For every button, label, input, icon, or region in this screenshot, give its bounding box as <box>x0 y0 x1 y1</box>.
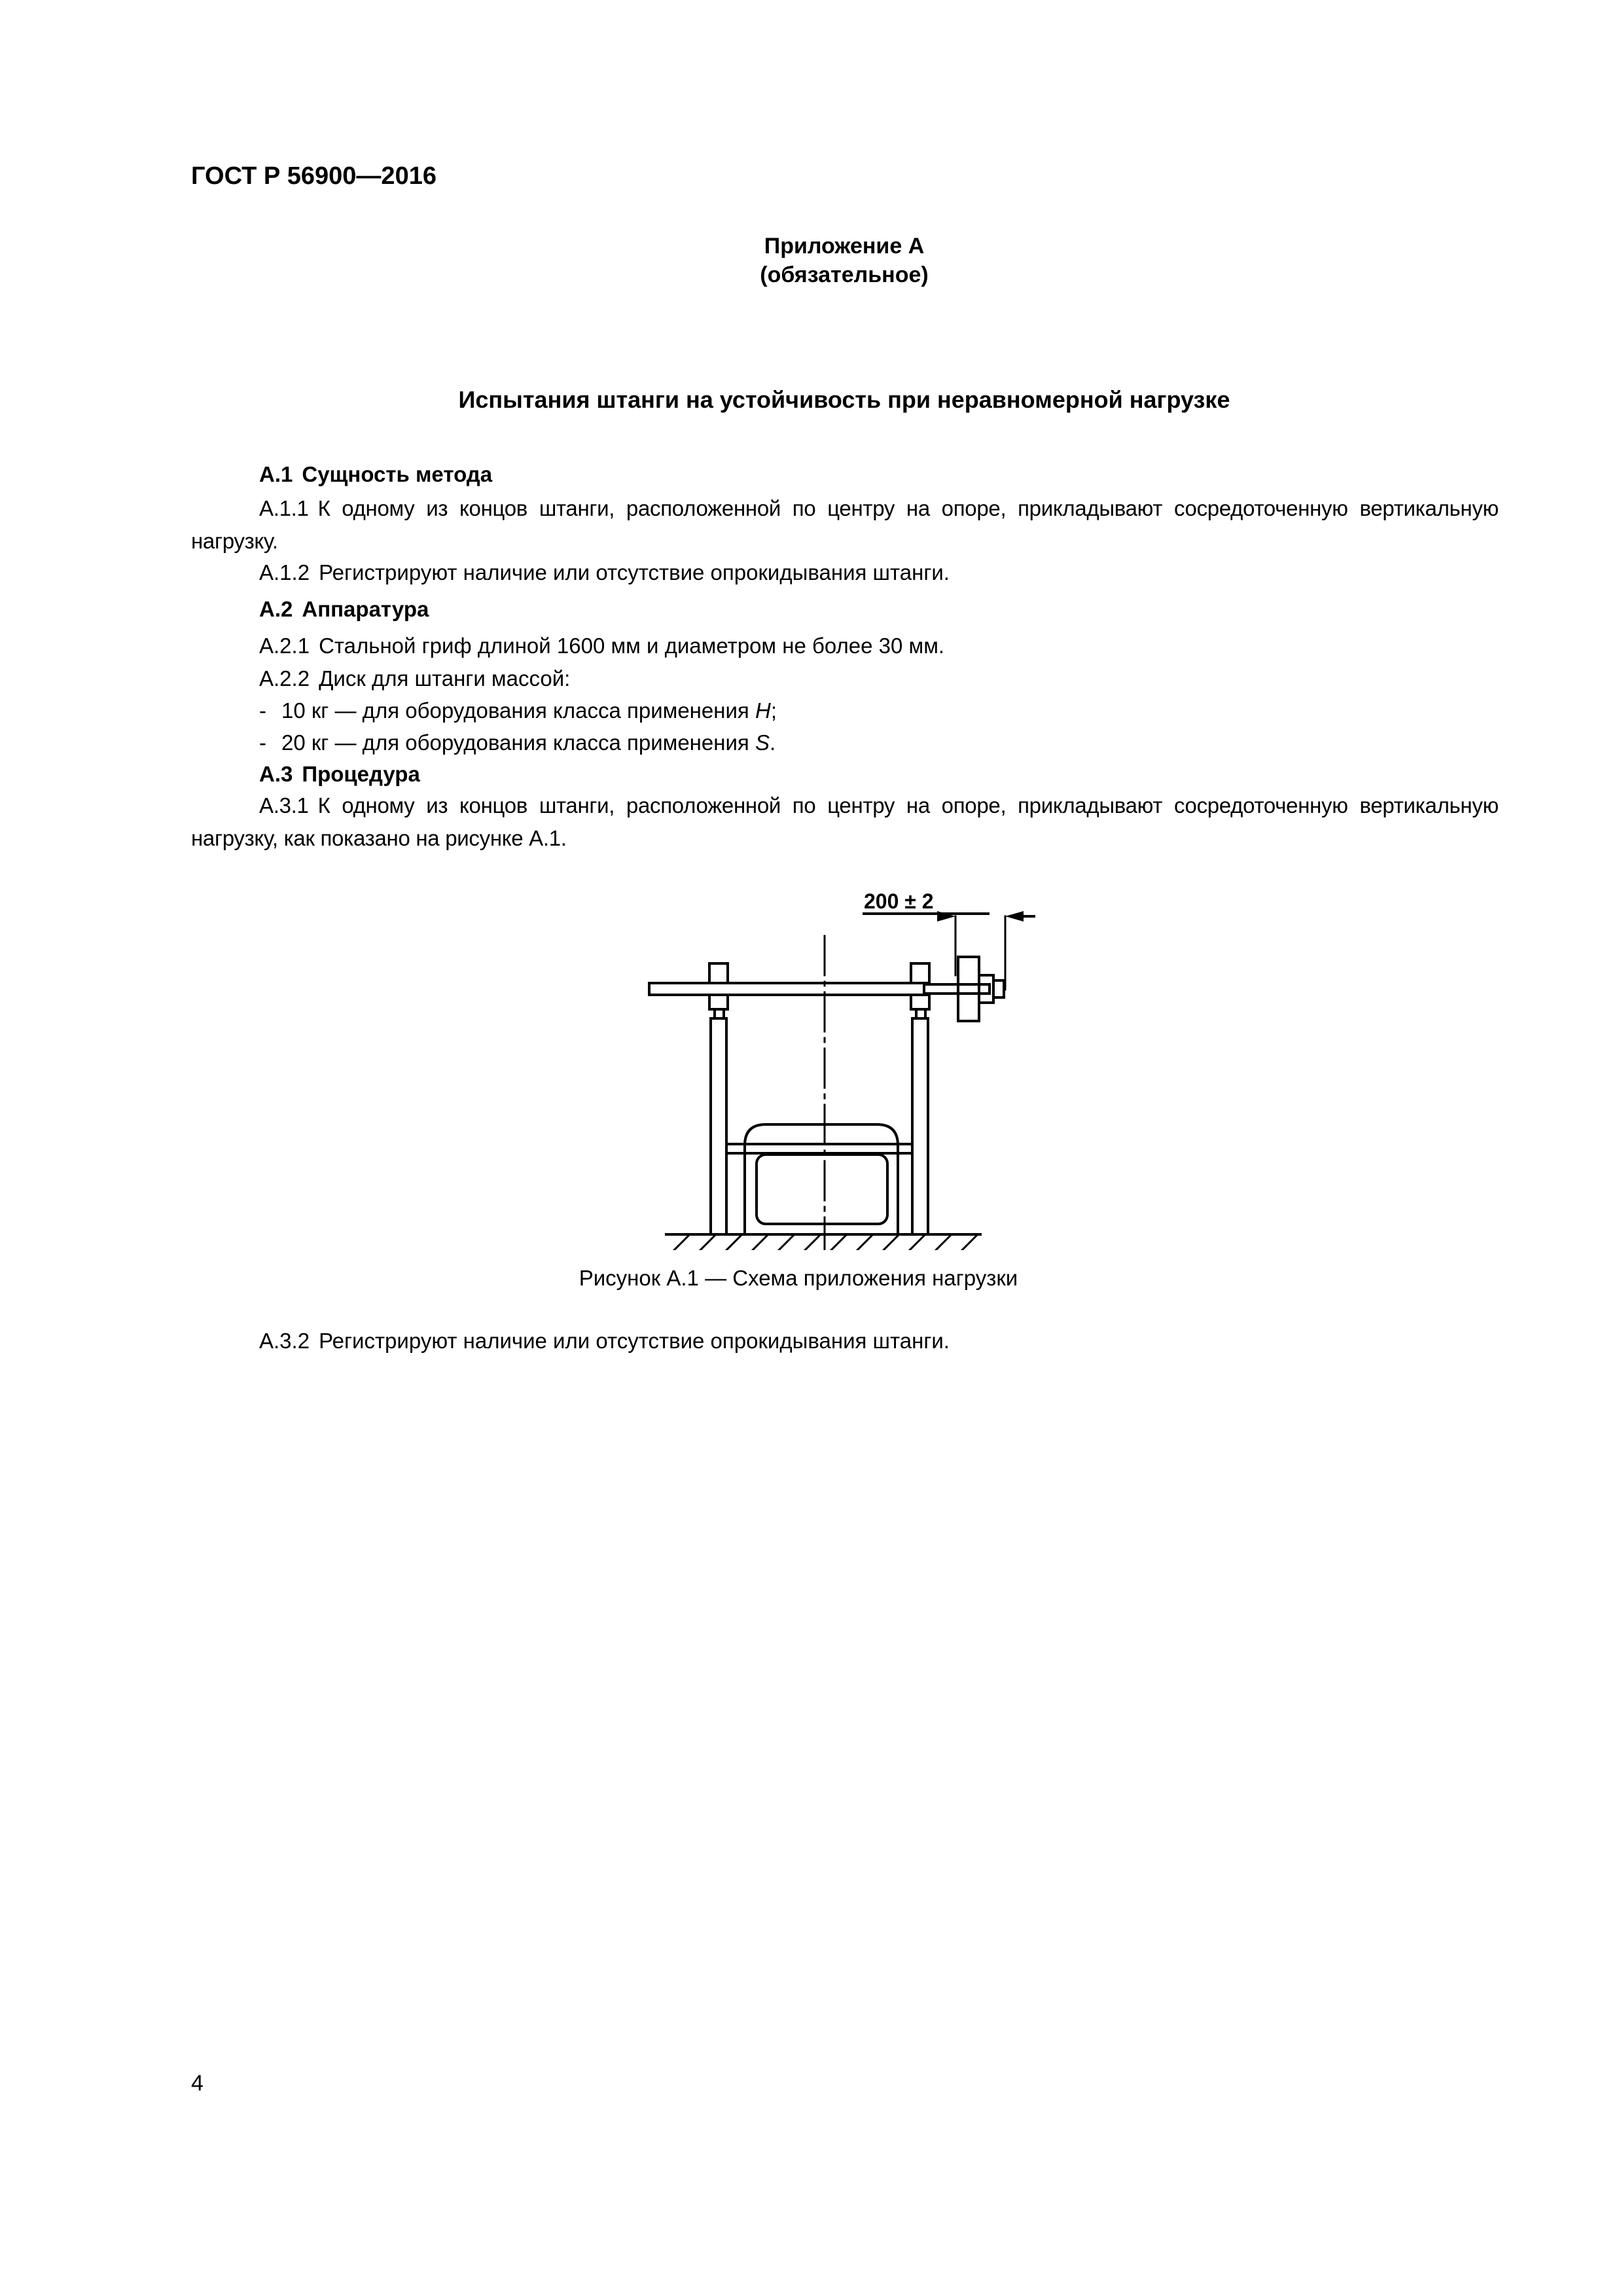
dimension-arrow-right <box>1005 911 1024 922</box>
list-dash: - <box>259 698 266 723</box>
usage-class: Н <box>755 698 771 723</box>
document-code: ГОСТ Р 56900—2016 <box>191 162 437 190</box>
list-end: ; <box>770 698 777 723</box>
section-heading-a2 <box>259 593 429 625</box>
paragraph-number: А.3.2 <box>259 1329 310 1353</box>
list-text: 10 кг — для оборудования класса применения <box>281 698 755 723</box>
paragraph-a3-2 <box>259 1325 950 1357</box>
ground-hatching <box>666 1236 976 1250</box>
annex-status: (обязательное) <box>760 262 929 287</box>
paragraph-a3-1 <box>191 789 1499 855</box>
paragraph-text: Диск для штанги массой: <box>319 666 571 691</box>
support-clamp-top-left <box>709 963 728 983</box>
disc-collar <box>979 975 993 1003</box>
paragraph-a1-2 <box>259 556 950 588</box>
barbell-bar <box>649 983 924 995</box>
support-upright-left <box>711 1018 726 1234</box>
paragraph-number: А.1.1 <box>259 496 309 520</box>
section-number: А.3 <box>259 762 293 786</box>
figure-load-scheme <box>641 870 1060 1250</box>
paragraph-a2-1 <box>259 630 944 662</box>
paragraph-text: К одному из концов штанги, расположенной по центру на опоре, прикладывают сосредоточенную вертикальную нагрузку, как показано на рисунке А.1. <box>191 793 1499 850</box>
list-item <box>259 694 777 726</box>
support-clamp-bottom-right <box>911 995 929 1009</box>
paragraph-text: Регистрируют наличие или отсутствие опрокидывания штанги. <box>319 1329 950 1353</box>
paragraph-number: А.3.1 <box>259 793 309 817</box>
usage-class: S <box>755 730 770 755</box>
paragraph-number: А.2.1 <box>259 634 310 658</box>
support-upright-right <box>912 1018 928 1234</box>
dimension-label: 200 ± 2 <box>864 889 934 913</box>
section-heading-a3 <box>259 758 420 790</box>
figure-caption: Рисунок А.1 — Схема приложения нагрузки <box>579 1266 1018 1290</box>
bench-outer <box>745 1124 898 1234</box>
annex-title: Приложение А <box>764 234 925 259</box>
paragraph-text: Регистрируют наличие или отсутствие опрокидывания штанги. <box>319 560 950 584</box>
section-heading-a1 <box>259 458 492 490</box>
support-clamp-bottom-left <box>709 995 728 1009</box>
section-title: Процедура <box>302 762 420 786</box>
bench-inner <box>757 1155 887 1224</box>
support-clamp-top-right <box>911 963 929 983</box>
list-end: . <box>769 730 776 755</box>
section-title: Сущность метода <box>302 462 493 486</box>
section-number: А.1 <box>259 462 293 486</box>
list-item <box>259 726 776 759</box>
support-pin-left <box>715 1009 724 1018</box>
weight-disc <box>958 957 979 1021</box>
bar-end <box>993 980 1004 997</box>
paragraph-a1-1 <box>191 492 1499 558</box>
list-dash: - <box>259 730 266 755</box>
paragraph-a2-2 <box>259 662 570 694</box>
page-number: 4 <box>191 2071 204 2096</box>
section-number: А.2 <box>259 597 293 621</box>
main-title: Испытания штанги на устойчивость при неравномерной нагрузке <box>458 386 1230 413</box>
paragraph-text: Стальной гриф длиной 1600 мм и диаметром не более 30 мм. <box>319 634 945 658</box>
paragraph-number: А.2.2 <box>259 666 310 691</box>
list-text: 20 кг — для оборудования класса применения <box>281 730 755 755</box>
support-pin-right <box>916 1009 925 1018</box>
paragraph-number: А.1.2 <box>259 560 310 584</box>
section-title: Аппаратура <box>302 597 429 621</box>
paragraph-text: К одному из концов штанги, расположенной по центру на опоре, прикладывают сосредоточенную вертикальную нагрузку. <box>191 496 1499 553</box>
